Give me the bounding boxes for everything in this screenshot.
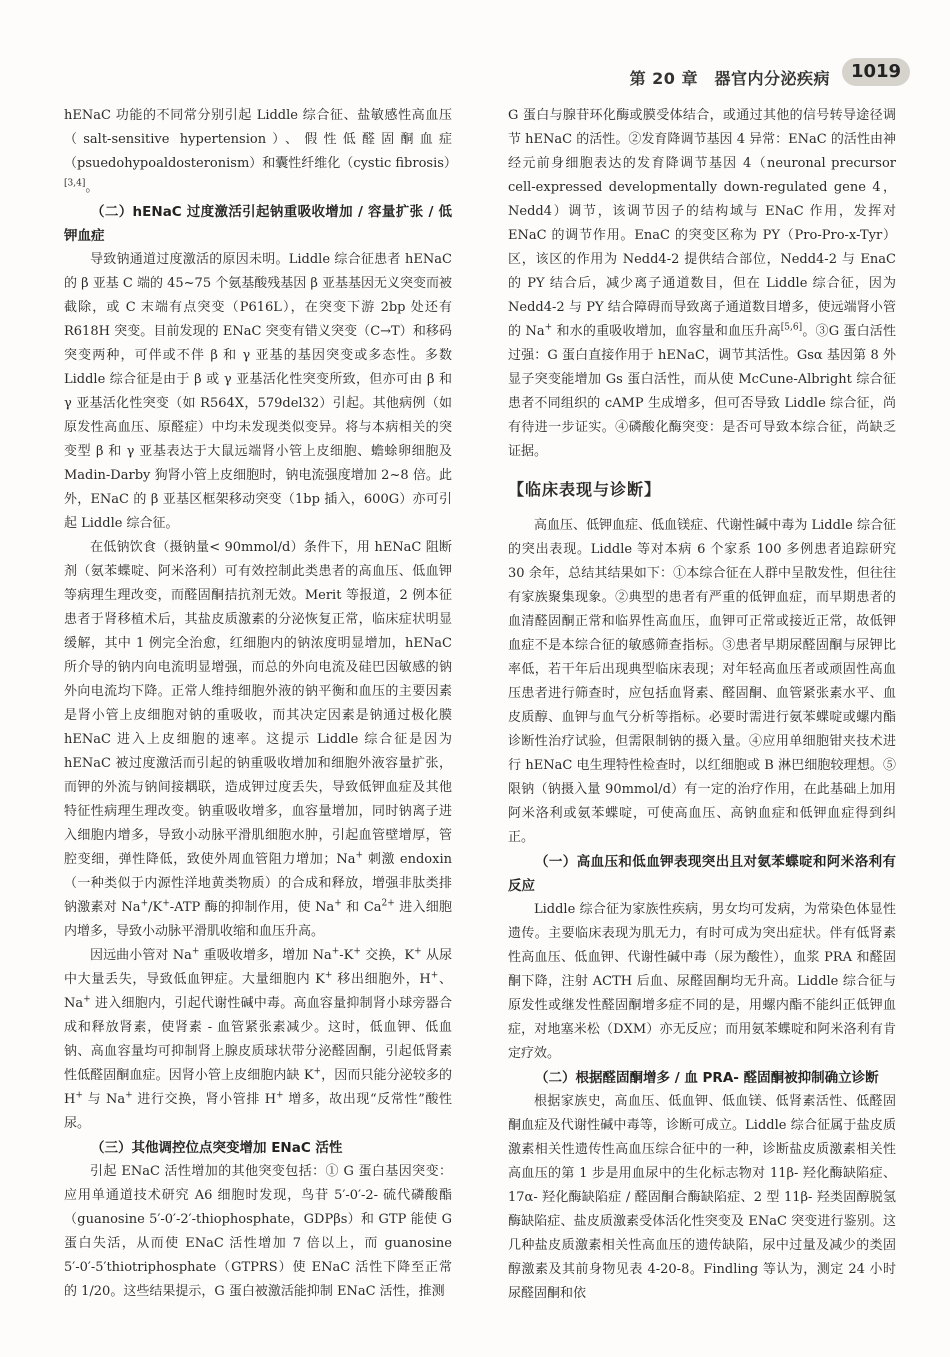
section-heading: （二）hENaC 过度激活引起钠重吸收增加 / 容量扩张 / 低钾血症 bbox=[64, 204, 452, 244]
chapter-title: 第 20 章 器官内分泌疾病 bbox=[629, 69, 830, 88]
page-header bbox=[0, 58, 950, 92]
left-column bbox=[64, 104, 457, 1304]
paragraph: 因远曲小管对 Na+ 重吸收增多，增加 Na+-K+ 交换，K+ 从尿中大量丢失，导致低血钾症。大量细胞内 K+ 移出细胞外，H+、Na+ 进入细胞内，引起代谢性碱中毒。高血容量抑制肾小球旁器合成和释放肾素，使肾素 - 血管紧张素减少。这时，低血钾、低血钠、高血容量均可抑制肾上腺皮质球状带分泌醛固酮，引起低肾素性低醛固酮血症。因肾小管上皮细胞内缺 K+，因而只能分泌较多的 H+ 与 Na+ 进行交换，肾小管排 H+ 增多，故出现“反常性”酸性尿。 bbox=[64, 946, 452, 1131]
page-number: 1019 bbox=[842, 58, 910, 86]
paragraph: Liddle 综合征为家族性疾病，男女均可发病，为常染色体显性遗传。主要临床表现为肌无力，有时可成为突出症状。伴有低肾素性高血压、低血钾、代谢性碱中毒（尿为酸性），血浆 PRA 和醛固酮下降，注射 ACTH 后血、尿醛固酮均无升高。Liddle 综合征与原发性或继发性醛固酮增多症不同的是，用螺内酯不能纠正低钾血症，对地塞米松（DXM）亦无反应；而用氨苯蝶啶和阿米洛利有肯定疗效。 bbox=[508, 902, 896, 1061]
paragraph: 导致钠通道过度激活的原因未明。Liddle 综合征患者 hENaC 的 β 亚基 C 端的 45~75 个氨基酸残基因 β 亚基基因无义突变而被截除，或 C 末端有点突变（P616L），在突变下游 2bp 处还有 R618H 突变。目前发现的 ENaC 突变有错义突变（C→T）和移码突变两种，可伴或不伴 β 和 γ 亚基的基因突变或多态性。多数 Liddle 综合征是由于 β 或 γ 亚基活化性突变所致，但亦可由 β 和 γ 亚基活化性突变（如 R564X，579del32）引起。其他病例（如原发性高血压、原醛症）中均未发现类似变异。将与本病相关的突变型 β 和 γ 亚基表达于大鼠远端肾小管上皮细胞、蟾蜍卵细胞及 Madin-Darby 狗肾小管上皮细胞时，钠电流强度增加 2~8 倍。此外，ENaC 的 β 亚基区框架移动突变（1bp 插入，600G）亦可引起 Liddle 综合征。 bbox=[64, 252, 453, 531]
paragraph: 根据家族史，高血压、低血钾、低血镁、低肾素活性、低醛固酮血症及代谢性碱中毒等，诊断可成立。Liddle 综合征属于盐皮质激素相关性遗传性高血压综合征中的一种，诊断盐皮质激素相关性高血压的第 1 步是用血尿中的生化标志物对 11β- 羟化酶缺陷症、17α- 羟化酶缺陷症 / 醛固酮合酶缺陷症、2 型 11β- 羟类固醇脱氢酶缺陷症、盐皮质激素受体活化性突变及 ENaC 突变进行鉴别。这几种盐皮质激素相关性高血压的遗传缺陷，尿中过量及减少的类固醇激素及其前身物见表 4-20-8。Findling 等认为，测定 24 小时尿醛固酮和依 bbox=[508, 1094, 896, 1301]
section-heading: （三）其他调控位点突变增加 ENaC 活性 bbox=[91, 1140, 343, 1156]
section-heading: （二）根据醛固酮增多 / 血 PRA- 醛固酮被抑制确立诊断 bbox=[535, 1070, 879, 1086]
right-column bbox=[508, 104, 896, 1306]
section-title: 【临床表现与诊断】 bbox=[508, 480, 662, 499]
section-heading: （一）高血压和低血钾表现突出且对氨苯蝶啶和阿米洛利有反应 bbox=[508, 854, 896, 894]
paragraph: hENaC 功能的不同常分别引起 Liddle 综合征、盐敏感性高血压（salt-sensitive hypertension）、假性低醛固酮血症（psuedohypoaldosteronism）和囊性纤维化（cystic fibrosis）[3,4]。 bbox=[64, 108, 457, 195]
paragraph: G 蛋白与腺苷环化酶或膜受体结合，或通过其他的信号转导途径调节 hENaC 的活性。②发育降调节基因 4 异常：ENaC 的活性由神经元前身细胞表达的发育降调节基因 4（neuronal precursor cell-expressed developmentally down-regulated gene 4，Nedd4）调节，该调节因子的结构域与 ENaC 作用，发挥对 ENaC 的调节作用。EnaC 的突变区称为 PY（Pro-Pro-x-Tyr）区，该区的作用为 Nedd4-2 提供结合部位，Nedd4-2 与 EnaC 的 PY 结合后，减少离子通道数目，但在 Liddle 综合征，因为 Nedd4-2 与 PY 结合障碍而导致离子通道数目增多，使远端肾小管的 Na+ 和水的重吸收增加，血容量和血压升高[5,6]。③G 蛋白活性过强：G 蛋白直接作用于 hENaC，调节其活性。Gsα 基因第 8 外显子突变能增加 Gs 蛋白活性，而从使 McCune-Albright 综合征患者不同组织的 cAMP 生成增多，但可否导致 Liddle 综合征，尚有待进一步证实。④磷酸化酶突变：是否可导致本综合征，尚缺乏证据。 bbox=[508, 108, 896, 459]
paragraph: 在低钠饮食（摄钠量< 90mmol/d）条件下，用 hENaC 阻断剂（氨苯蝶啶、阿米洛利）可有效控制此类患者的高血压、低血钾等病理生理改变，而醛固酮拮抗剂无效。Merit 等报道，2 例本征患者于肾移植术后，其盐皮质激素的分泌恢复正常，临床症状明显缓解，其中 1 例完全治愈，红细胞内的钠浓度明显增加，hENaC 所介导的钠内向电流明显增强，而总的外向电流及硅巴因敏感的钠外向电流均下降。正常人维持细胞外液的钠平衡和血压的主要因素是肾小管上皮细胞对钠的重吸收，而其决定因素是钠通过极化膜 hENaC 进入上皮细胞的速率。这提示 Liddle 综合征是因为 hENaC 被过度激活而引起的钠重吸收增加和细胞外液容量扩张，而钾的外流与钠间接耦联，造成钾过度丢失，导致低钾血症及其他特征性病理生理改变。钠重吸收增多，血容量增加，同时钠离子进入细胞内增多，导致小动脉平滑肌细胞水肿，引起血管壁增厚，管腔变细，弹性降低，致使外周血管阻力增加；Na+ 刺激 endoxin（一种类似于内源性洋地黄类物质）的合成和释放，增强非肽类排钠激素对 Na+/K+-ATP 酶的抑制作用，使 Na+ 和 $Ca^{2+}$ 进入细胞内增多，导致小动脉平滑肌收缩和血压升高。 bbox=[64, 540, 452, 939]
paragraph: 引起 ENaC 活性增加的其他突变包括：① G 蛋白基因突变：应用单通道技术研究 A6 细胞时发现，鸟苷 5′-0′-2- 硫代磷酸酯（guanosine 5′-0′-2′-thiophosphate，GDPβs）和 GTP 能使 G 蛋白失活，从而使 ENaC 活性增加 7 倍以上，而 guanosine 5′-0′-5′thiotriphosphate（GTPRS）使 ENaC 活性下降至正常的 1/20。这些结果提示，G 蛋白被激活能抑制 ENaC 活性，推测 bbox=[64, 1164, 452, 1299]
paragraph: 高血压、低钾血症、低血镁症、代谢性碱中毒为 Liddle 综合征的突出表现。Liddle 等对本病 6 个家系 100 多例患者追踪研究 30 余年，总结其结果如下：①本综合征在人群中呈散发性，但往往有家族聚集现象。②典型的患者有严重的低钾血症，而早期患者的血清醛固酮正常和临界性高血压，血钾可正常或接近正常，故低钾血症不是本综合征的敏感筛查指标。③患者早期尿醛固酮与尿钾比率低，若干年后出现典型临床表现；对年轻高血压者或顽固性高血压患者进行筛查时，应包括血肾素、醛固酮、血管紧张素水平、血皮质醇、血钾与血气分析等指标。必要时需进行氨苯蝶啶或螺内酯诊断性治疗试验，但需限制钠的摄入量。④应用单细胞钳夹技术进行 hENaC 电生理特性检查时，以红细胞或 B 淋巴细胞较理想。⑤限钠（钠摄入量 90mmol/d）有一定的治疗作用，在此基础上加用阿米洛利或氨苯蝶啶，可使高血压、高钠血症和低钾血症得到纠正。 bbox=[508, 518, 896, 845]
